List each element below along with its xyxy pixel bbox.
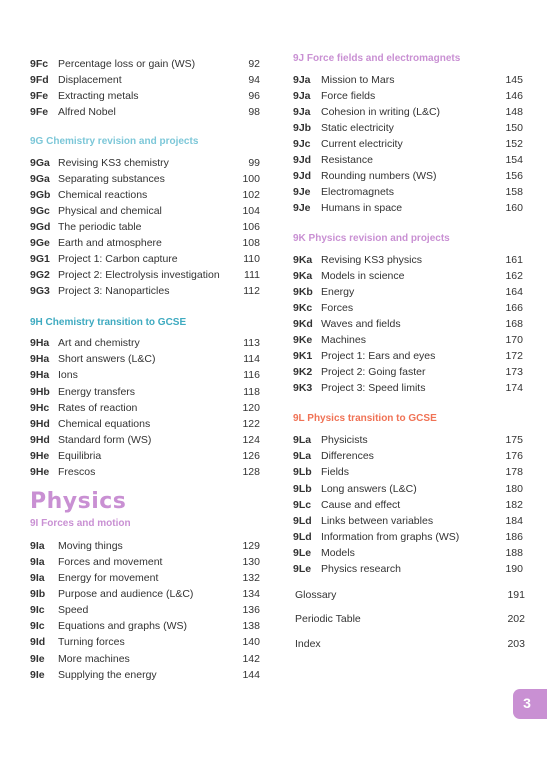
section-heading-9g: 9G Chemistry revision and projects xyxy=(30,136,199,147)
entry-page: 184 xyxy=(505,515,523,527)
entry-page: 164 xyxy=(505,286,523,298)
entry-code: 9Ia xyxy=(30,556,45,568)
entry-page: 170 xyxy=(505,334,523,346)
entry-title: Waves and fields xyxy=(321,318,401,330)
entry-code: 9Jd xyxy=(293,154,312,166)
entry-page: 134 xyxy=(242,588,260,600)
toc-entry xyxy=(293,481,523,497)
toc-entry xyxy=(30,570,260,586)
entry-code: 9G1 xyxy=(30,253,50,265)
entry-page: 128 xyxy=(242,466,260,478)
entry-title: Rounding numbers (WS) xyxy=(321,170,437,182)
toc-entry xyxy=(293,104,523,120)
toc-entry xyxy=(30,283,260,299)
section-heading-9j: 9J Force fields and electromagnets xyxy=(293,53,461,64)
entry-code: 9Ic xyxy=(30,620,45,632)
toc-entry xyxy=(293,300,523,316)
entry-page: 186 xyxy=(505,531,523,543)
entry-title: Resistance xyxy=(321,154,373,166)
entry-title: Project 3: Speed limits xyxy=(321,382,426,394)
toc-entry xyxy=(293,448,523,464)
entry-code: 9Ld xyxy=(293,531,312,543)
entry-title: Forces xyxy=(321,302,354,314)
toc-entry xyxy=(30,72,260,88)
toc-entry xyxy=(30,618,260,634)
entry-code: 9Hb xyxy=(30,386,50,398)
entry-code: 9Ga xyxy=(30,173,50,185)
entry-title: Extracting metals xyxy=(58,90,139,102)
toc-entry xyxy=(30,187,260,203)
toc-entry xyxy=(30,538,260,554)
entry-code: 9Ld xyxy=(293,515,312,527)
toc-entry xyxy=(30,400,260,416)
toc-entry xyxy=(30,416,260,432)
entry-page: 120 xyxy=(242,402,260,414)
toc-entry xyxy=(30,235,260,251)
entry-code: 9Je xyxy=(293,186,311,198)
entry-code: 9Jd xyxy=(293,170,312,182)
entry-title: Short answers (L&C) xyxy=(58,353,156,365)
section-heading-9k: 9K Physics revision and projects xyxy=(293,233,450,244)
entry-code: 9Le xyxy=(293,563,312,575)
entry-title: Machines xyxy=(321,334,366,346)
entry-page: 160 xyxy=(505,202,523,214)
entry-page: 156 xyxy=(505,170,523,182)
entry-code: 9Kb xyxy=(293,286,313,298)
entry-page: 114 xyxy=(243,353,260,365)
toc-entry xyxy=(293,464,523,480)
entry-title: Models xyxy=(321,547,355,559)
entry-code: 9G2 xyxy=(30,269,50,281)
toc-entry xyxy=(30,171,260,187)
entry-page: 166 xyxy=(505,302,523,314)
entry-title: Chemical equations xyxy=(58,418,151,430)
entry-title: Earth and atmosphere xyxy=(58,237,162,249)
entry-title: Moving things xyxy=(58,540,123,552)
entry-code: 9Gd xyxy=(30,221,51,233)
entry-page: 136 xyxy=(242,604,260,616)
entry-code: 9Ja xyxy=(293,90,311,102)
entry-title: Equilibria xyxy=(58,450,102,462)
entry-code: 9Ha xyxy=(30,369,50,381)
entry-page: 203 xyxy=(507,638,525,650)
entry-page: 148 xyxy=(505,106,523,118)
entry-code: 9Ke xyxy=(293,334,313,346)
entry-page: 104 xyxy=(242,205,260,217)
entry-code: 9Ia xyxy=(30,572,45,584)
entry-title: Current electricity xyxy=(321,138,403,150)
toc-entry xyxy=(30,651,260,667)
entry-title: Energy for movement xyxy=(58,572,159,584)
entry-code: 9K2 xyxy=(293,366,313,378)
entry-title: Cause and effect xyxy=(321,499,401,511)
entry-title: Project 3: Nanoparticles xyxy=(58,285,170,297)
entry-title: Alfred Nobel xyxy=(58,106,116,118)
toc-entry xyxy=(293,152,523,168)
entry-page: 162 xyxy=(505,270,523,282)
entry-title: Revising KS3 physics xyxy=(321,254,422,266)
entry-code: 9Hc xyxy=(30,402,50,414)
entry-page: 202 xyxy=(507,613,525,625)
toc-entry xyxy=(30,351,260,367)
entry-title: Static electricity xyxy=(321,122,394,134)
toc-entry xyxy=(293,200,523,216)
toc-entry xyxy=(293,348,523,364)
entry-title: Force fields xyxy=(321,90,376,102)
entry-page: 112 xyxy=(243,285,260,297)
entry-page: 146 xyxy=(505,90,523,102)
toc-entry xyxy=(30,586,260,602)
entry-code: 9Ic xyxy=(30,604,45,616)
entry-page: 152 xyxy=(505,138,523,150)
entry-code: 9Ha xyxy=(30,337,50,349)
entry-title: Turning forces xyxy=(58,636,125,648)
toc-entry xyxy=(293,136,523,152)
entry-title: Project 2: Electrolysis investigation xyxy=(58,269,220,281)
toc-entry-periodic-table xyxy=(295,611,525,627)
toc-entry xyxy=(30,602,260,618)
toc-entry xyxy=(293,268,523,284)
entry-page: 188 xyxy=(505,547,523,559)
entry-code: 9Ie xyxy=(30,669,45,681)
entry-code: 9Gb xyxy=(30,189,51,201)
toc-entry xyxy=(30,56,260,72)
entry-title: Fields xyxy=(321,466,350,478)
entry-code: 9Hd xyxy=(30,418,50,430)
entry-title: Purpose and audience (L&C) xyxy=(58,588,194,600)
entry-page: 173 xyxy=(505,366,523,378)
entry-title: Mission to Mars xyxy=(321,74,395,86)
entry-title: Equations and graphs (WS) xyxy=(58,620,187,632)
entry-code: 9La xyxy=(293,450,312,462)
entry-title: Project 1: Ears and eyes xyxy=(321,350,436,362)
entry-title: Art and chemistry xyxy=(58,337,140,349)
entry-page: 138 xyxy=(242,620,260,632)
entry-code: 9Kd xyxy=(293,318,313,330)
entry-code: 9Le xyxy=(293,547,312,559)
entry-code: 9Jb xyxy=(293,122,312,134)
entry-page: 178 xyxy=(505,466,523,478)
entry-title: Differences xyxy=(321,450,374,462)
toc-entry-glossary xyxy=(295,587,525,603)
entry-page: 126 xyxy=(242,450,260,462)
toc-entry xyxy=(293,380,523,396)
toc-entry xyxy=(293,545,523,561)
entry-code: 9Fd xyxy=(30,74,49,86)
entry-page: 106 xyxy=(242,221,260,233)
entry-title: Ions xyxy=(58,369,78,381)
entry-title: Humans in space xyxy=(321,202,403,214)
entry-title: Energy transfers xyxy=(58,386,136,398)
entry-page: 96 xyxy=(248,90,260,102)
toc-entry xyxy=(30,219,260,235)
toc-entry xyxy=(293,316,523,332)
section-heading-9h: 9H Chemistry transition to GCSE xyxy=(30,317,187,328)
entry-page: 176 xyxy=(505,450,523,462)
entry-page: 161 xyxy=(505,254,523,266)
entry-title: Physical and chemical xyxy=(58,205,162,217)
entry-page: 168 xyxy=(505,318,523,330)
entry-page: 116 xyxy=(243,369,260,381)
toc-entry xyxy=(293,513,523,529)
entry-page: 175 xyxy=(505,434,523,446)
entry-page: 190 xyxy=(505,563,523,575)
toc-entry xyxy=(30,448,260,464)
entry-code: 9Ha xyxy=(30,353,50,365)
entry-title: Energy xyxy=(321,286,355,298)
entry-title: Electromagnets xyxy=(321,186,394,198)
entry-page: 132 xyxy=(242,572,260,584)
toc-entry xyxy=(30,88,260,104)
entry-title: Glossary xyxy=(295,589,337,601)
entry-page: 108 xyxy=(242,237,260,249)
entry-page: 140 xyxy=(242,636,260,648)
entry-title: Revising KS3 chemistry xyxy=(58,157,169,169)
entry-code: 9Fe xyxy=(30,90,49,102)
toc-entry xyxy=(30,384,260,400)
entry-page: 130 xyxy=(242,556,260,568)
entry-page: 174 xyxy=(505,382,523,394)
entry-title: Links between variables xyxy=(321,515,434,527)
entry-code: 9Ie xyxy=(30,653,45,665)
toc-entry xyxy=(30,155,260,171)
entry-code: 9Ka xyxy=(293,270,313,282)
toc-entry xyxy=(293,88,523,104)
entry-page: 158 xyxy=(505,186,523,198)
entry-title: Chemical reactions xyxy=(58,189,148,201)
entry-page: 102 xyxy=(242,189,260,201)
entry-code: 9G3 xyxy=(30,285,50,297)
entry-page: 118 xyxy=(243,386,260,398)
entry-code: 9Lb xyxy=(293,483,312,495)
toc-entry xyxy=(293,364,523,380)
entry-code: 9Ge xyxy=(30,237,50,249)
entry-title: The periodic table xyxy=(58,221,142,233)
entry-page: 180 xyxy=(505,483,523,495)
entry-code: 9Ia xyxy=(30,540,45,552)
entry-title: Separating substances xyxy=(58,173,165,185)
entry-title: Index xyxy=(295,638,321,650)
toc-entry xyxy=(293,284,523,300)
toc-entry xyxy=(293,120,523,136)
entry-title: Physicists xyxy=(321,434,368,446)
toc-entry xyxy=(30,464,260,480)
entry-page: 94 xyxy=(248,74,260,86)
toc-entry xyxy=(30,367,260,383)
toc-entry xyxy=(293,184,523,200)
toc-entry xyxy=(30,432,260,448)
entry-title: Information from graphs (WS) xyxy=(321,531,460,543)
toc-entry xyxy=(30,634,260,650)
entry-title: Project 1: Carbon capture xyxy=(58,253,178,265)
entry-title: Displacement xyxy=(58,74,122,86)
subject-heading: Physics xyxy=(30,489,127,514)
entry-code: 9K3 xyxy=(293,382,313,394)
toc-entry xyxy=(293,72,523,88)
entry-title: Rates of reaction xyxy=(58,402,138,414)
entry-title: Forces and movement xyxy=(58,556,163,568)
entry-page: 111 xyxy=(244,269,260,281)
entry-page: 172 xyxy=(505,350,523,362)
entry-page: 142 xyxy=(242,653,260,665)
page-number-tab xyxy=(513,689,547,719)
entry-title: Cohesion in writing (L&C) xyxy=(321,106,441,118)
page-number: 3 xyxy=(523,695,531,711)
entry-page: 113 xyxy=(243,337,260,349)
toc-entry xyxy=(30,104,260,120)
entry-code: 9Fe xyxy=(30,106,49,118)
entry-page: 191 xyxy=(507,589,525,601)
toc-entry xyxy=(293,529,523,545)
entry-title: Percentage loss or gain (WS) xyxy=(58,58,196,70)
entry-title: Physics research xyxy=(321,563,401,575)
entry-code: 9Fc xyxy=(30,58,49,70)
toc-entry xyxy=(293,561,523,577)
entry-code: 9Lb xyxy=(293,466,312,478)
entry-page: 150 xyxy=(505,122,523,134)
entry-page: 129 xyxy=(242,540,260,552)
entry-page: 92 xyxy=(248,58,260,70)
entry-title: Supplying the energy xyxy=(58,669,157,681)
entry-code: 9He xyxy=(30,466,50,478)
entry-code: 9Gc xyxy=(30,205,50,217)
toc-entry xyxy=(30,203,260,219)
toc-entry xyxy=(30,554,260,570)
toc-entry xyxy=(30,335,260,351)
entry-code: 9Ja xyxy=(293,106,311,118)
toc-entry xyxy=(30,267,260,283)
entry-title: Periodic Table xyxy=(295,613,361,625)
section-heading-9l: 9L Physics transition to GCSE xyxy=(293,413,437,424)
entry-code: 9Hd xyxy=(30,434,50,446)
entry-title: Standard form (WS) xyxy=(58,434,152,446)
entry-title: Long answers (L&C) xyxy=(321,483,417,495)
toc-entry-index xyxy=(295,636,525,652)
entry-page: 124 xyxy=(242,434,260,446)
entry-code: 9Ja xyxy=(293,74,311,86)
entry-page: 182 xyxy=(505,499,523,511)
toc-entry xyxy=(293,332,523,348)
entry-page: 99 xyxy=(248,157,260,169)
entry-title: More machines xyxy=(58,653,130,665)
entry-code: 9K1 xyxy=(293,350,313,362)
toc-entry xyxy=(293,432,523,448)
toc-entry xyxy=(30,667,260,683)
entry-code: 9Je xyxy=(293,202,311,214)
toc-entry xyxy=(30,251,260,267)
entry-code: 9He xyxy=(30,450,50,462)
entry-page: 145 xyxy=(505,74,523,86)
entry-code: 9Ib xyxy=(30,588,46,600)
entry-page: 144 xyxy=(242,669,260,681)
entry-code: 9Ka xyxy=(293,254,313,266)
entry-page: 154 xyxy=(505,154,523,166)
toc-entry xyxy=(293,497,523,513)
entry-code: 9Ga xyxy=(30,157,50,169)
entry-title: Frescos xyxy=(58,466,96,478)
entry-code: 9Jc xyxy=(293,138,311,150)
entry-code: 9La xyxy=(293,434,312,446)
entry-page: 100 xyxy=(242,173,260,185)
toc-entry xyxy=(293,252,523,268)
entry-title: Project 2: Going faster xyxy=(321,366,426,378)
entry-page: 98 xyxy=(248,106,260,118)
entry-page: 122 xyxy=(242,418,260,430)
entry-page: 110 xyxy=(243,253,260,265)
entry-code: 9Lc xyxy=(293,499,312,511)
section-heading-9i: 9I Forces and motion xyxy=(30,518,131,529)
entry-title: Speed xyxy=(58,604,89,616)
toc-entry xyxy=(293,168,523,184)
entry-code: 9Kc xyxy=(293,302,313,314)
entry-title: Models in science xyxy=(321,270,405,282)
entry-code: 9Id xyxy=(30,636,46,648)
